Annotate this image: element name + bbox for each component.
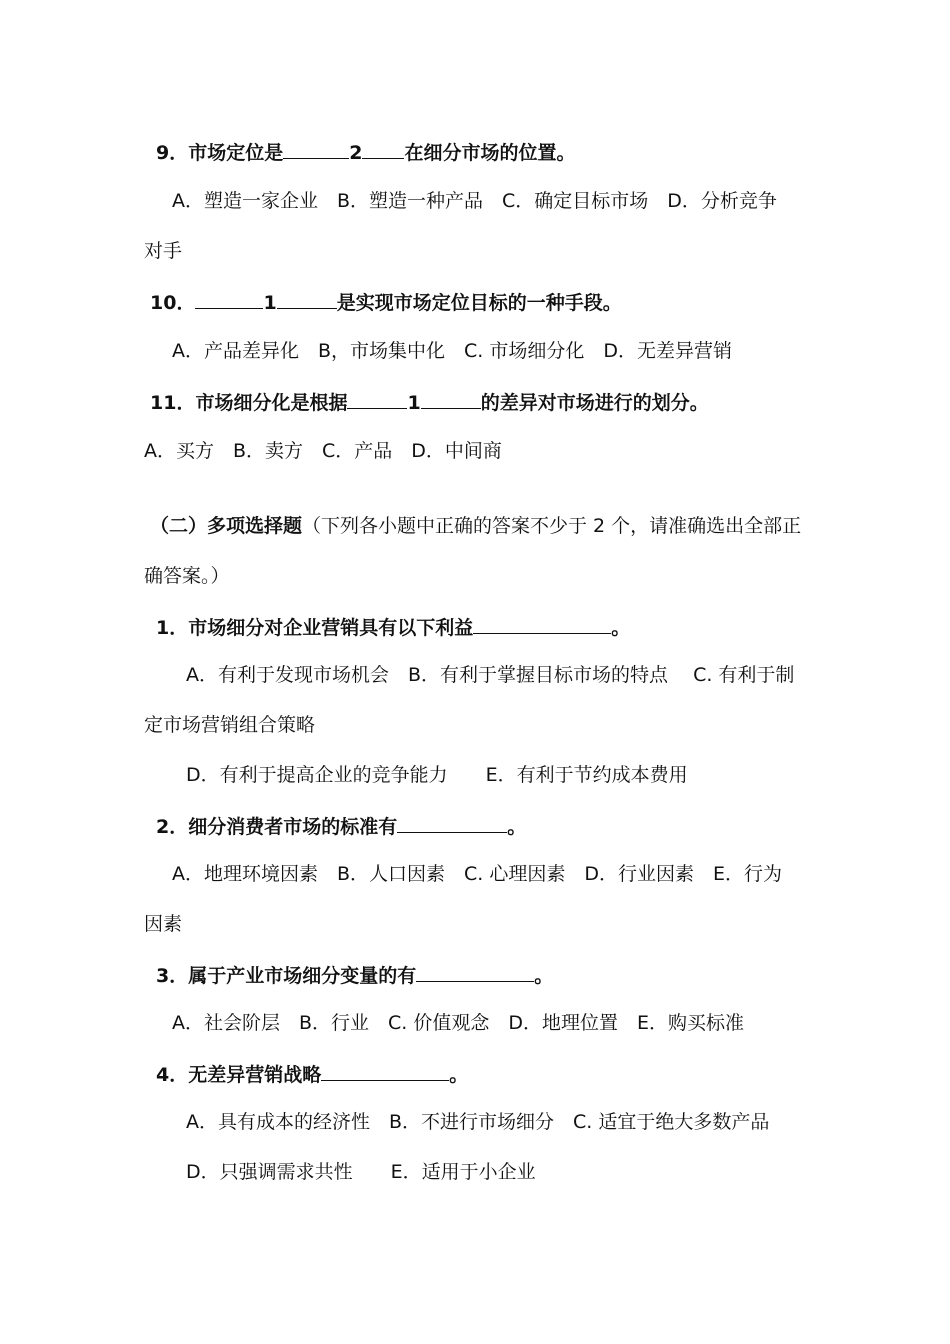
- multi-question-2-options-continued: 因素: [144, 913, 183, 935]
- answer-blank: [473, 611, 611, 634]
- answer-blank: [277, 286, 337, 309]
- section-note: （下列各小题中正确的答案不少于 2 个，请准确选出全部正: [302, 515, 802, 537]
- multi-question-4: [156, 1058, 836, 1088]
- question-10-options: A．产品差异化 B，市场集中化 C. 市场细分化 D．无差异营销: [172, 340, 733, 362]
- multi-question-1-options: A．有利于发现市场机会 B．有利于掌握目标市场的特点 C. 有利于制: [186, 664, 795, 686]
- question-11-suffix: 的差异对市场进行的划分。: [480, 392, 709, 414]
- multi-question-1-suffix: 。: [611, 617, 631, 639]
- question-11-answer: 1: [407, 392, 421, 414]
- multi-question-3-suffix: 。: [534, 965, 554, 987]
- multi-question-1: [156, 611, 836, 641]
- question-11-options: A．买方 B．卖方 C．产品 D．中间商: [144, 440, 502, 462]
- answer-blank: [416, 959, 534, 982]
- section-heading: [150, 511, 830, 541]
- question-10: [150, 286, 830, 316]
- multi-question-3-prefix: 3．属于产业市场细分变量的有: [156, 965, 417, 987]
- multi-question-4-prefix: 4．无差异营销战略: [156, 1064, 322, 1086]
- multi-question-1-prefix: 1．市场细分对企业营销具有以下利益: [156, 617, 474, 639]
- multi-question-3: [156, 959, 836, 989]
- question-9-prefix: 9．市场定位是: [156, 142, 284, 164]
- question-9-options-continued: 对手: [144, 240, 183, 262]
- answer-blank: [195, 286, 263, 309]
- answer-blank: [421, 386, 481, 409]
- multi-question-3-options: A．社会阶层 B．行业 C. 价值观念 D．地理位置 E．购买标准: [172, 1012, 745, 1034]
- question-9-suffix: 在细分市场的位置。: [404, 142, 576, 164]
- answer-blank: [347, 386, 407, 409]
- multi-question-4-suffix: 。: [449, 1064, 469, 1086]
- multi-question-4-options: A．具有成本的经济性 B．不进行市场细分 C. 适宜于绝大多数产品: [186, 1111, 770, 1133]
- multi-question-1-options-continued: 定市场营销组合策略: [144, 714, 316, 736]
- question-11-prefix: 11．市场细分化是根据: [150, 392, 348, 414]
- question-10-suffix: 是实现市场定位目标的一种手段。: [336, 292, 622, 314]
- multi-question-4-options-continued: D．只强调需求共性 E．适用于小企业: [186, 1161, 536, 1183]
- answer-blank: [362, 136, 404, 159]
- multi-question-2-options: A．地理环境因素 B．人口因素 C. 心理因素 D．行业因素 E．行为: [172, 863, 783, 885]
- multi-question-2: [156, 810, 836, 840]
- question-10-prefix: 10．: [150, 292, 196, 314]
- question-9-options: A．塑造一家企业 B．塑造一种产品 C．确定目标市场 D．分析竞争: [172, 190, 777, 212]
- multi-question-2-suffix: 。: [507, 816, 527, 838]
- answer-blank: [283, 136, 349, 159]
- section-title: （二）多项选择题: [150, 515, 303, 537]
- answer-blank: [321, 1058, 449, 1081]
- multi-question-2-prefix: 2．细分消费者市场的标准有: [156, 816, 398, 838]
- question-10-answer: 1: [263, 292, 277, 314]
- multi-question-1-options-more: D．有利于提高企业的竞争能力 E．有利于节约成本费用: [186, 764, 688, 786]
- section-note-continued: 确答案。）: [144, 565, 230, 587]
- answer-blank: [397, 810, 507, 833]
- question-11: [150, 386, 830, 416]
- question-9-answer: 2: [349, 142, 363, 164]
- question-9: [156, 136, 836, 166]
